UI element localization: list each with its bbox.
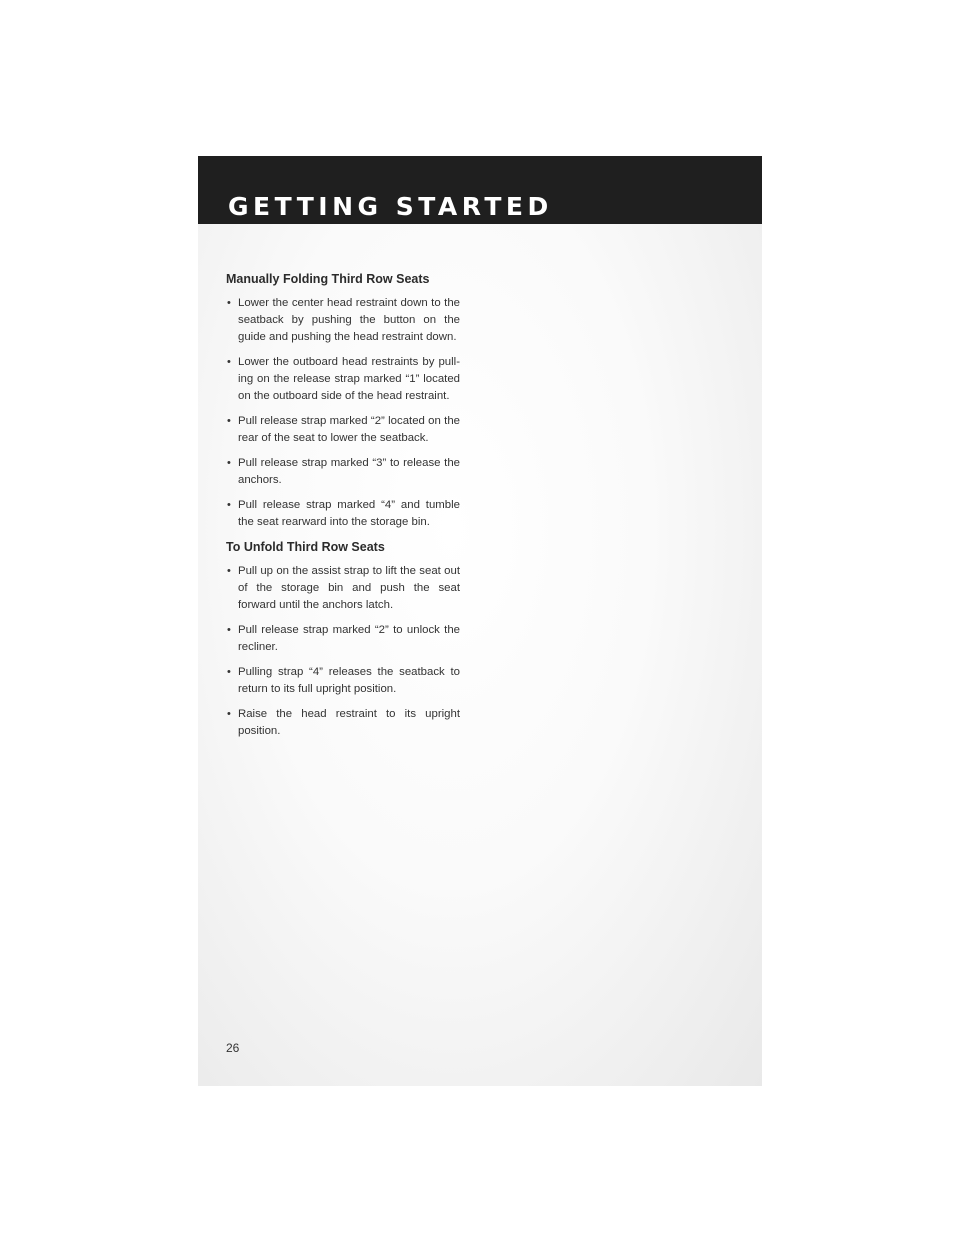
page-number: 26 [226, 1041, 240, 1055]
list-item-text: Lower the center head restraint down to the seatback by pushing the button on the guide and pushing the head restraint down. [238, 297, 460, 343]
bullet-icon: • [227, 565, 231, 577]
list-item [226, 622, 460, 656]
bullet-icon: • [227, 708, 231, 720]
section-header-bar [198, 156, 762, 224]
bullet-icon: • [227, 297, 231, 309]
list-item-text: Raise the head restraint to its upright position. [238, 708, 460, 737]
list-item [226, 455, 460, 489]
list-item-text: Pull release strap marked “3” to release the anchors. [238, 457, 460, 486]
bullet-icon: • [227, 356, 231, 368]
manual-page [198, 156, 762, 1086]
list-item [226, 413, 460, 447]
list-item-text: Pull release strap marked “4” and tumble the seat rearward into the storage bin. [238, 499, 460, 528]
bullet-icon: • [227, 666, 231, 678]
bullet-icon: • [227, 499, 231, 511]
page-content [226, 271, 460, 748]
folding-steps-list [226, 295, 460, 531]
list-item-text: Pull up on the assist strap to lift the seat out of the storage bin and push the seat forward until the anchors latch. [238, 565, 460, 611]
list-item-text: Lower the outboard head restraints by pull-ing on the release strap marked “1” located on the outboard side of the head restraint. [238, 356, 460, 402]
list-item-text: Pull release strap marked “2” located on the rear of the seat to lower the seatback. [238, 415, 460, 444]
unfolding-steps-list [226, 563, 460, 740]
list-item [226, 563, 460, 614]
bullet-icon: • [227, 457, 231, 469]
list-item-text: Pull release strap marked “2” to unlock the recliner. [238, 624, 460, 653]
section-heading-unfolding: To Unfold Third Row Seats [226, 540, 385, 554]
bullet-icon: • [227, 624, 231, 636]
bullet-icon: • [227, 415, 231, 427]
list-item [226, 706, 460, 740]
section-title: GETTING STARTED [228, 192, 553, 221]
list-item-text: Pulling strap “4” releases the seatback to return to its full upright position. [238, 666, 460, 695]
section-heading-folding: Manually Folding Third Row Seats [226, 272, 430, 286]
list-item [226, 295, 460, 346]
list-item [226, 664, 460, 698]
list-item [226, 497, 460, 531]
list-item [226, 354, 460, 405]
